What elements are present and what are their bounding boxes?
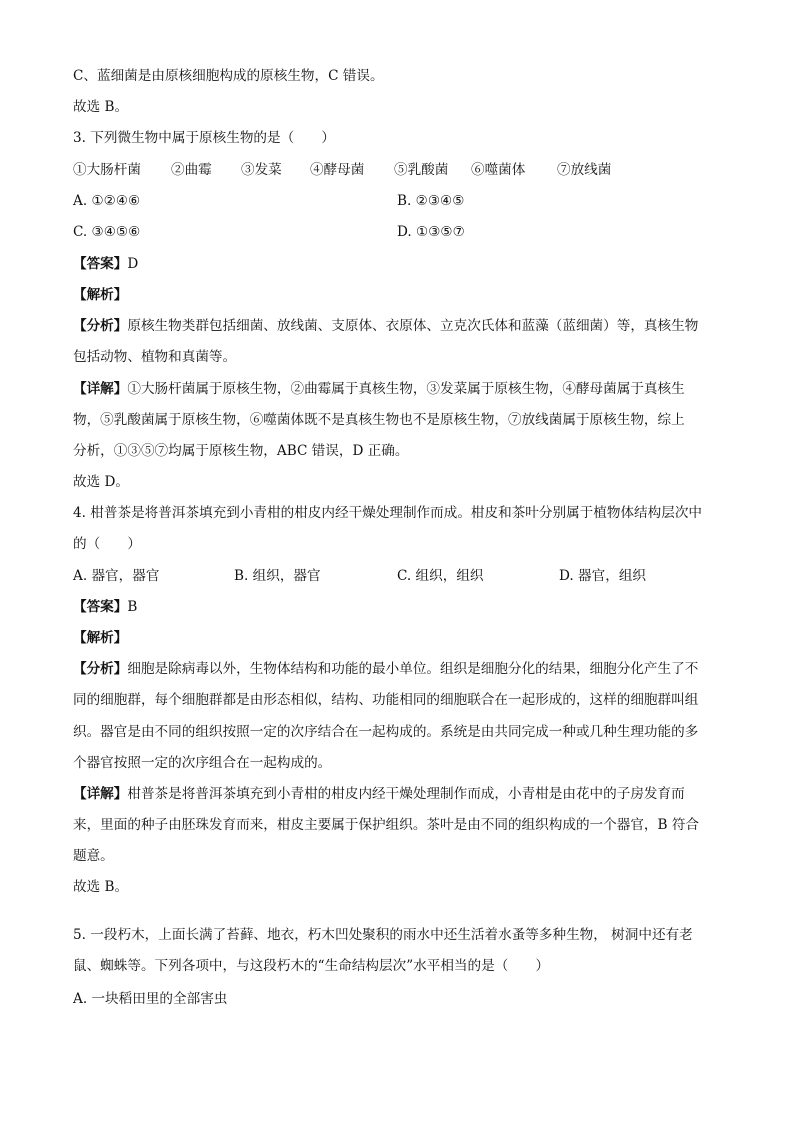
q3-answer: D <box>127 256 139 272</box>
q3-analysis-tag: 【解析】 <box>73 287 128 303</box>
q3-fenxi-text: 原核生物类群包括细菌、放线菌、支原体、衣原体、立克次氏体和蓝藻（蓝细菌）等，真核生物 <box>127 318 699 334</box>
fenxi-tag: 【分析】 <box>73 318 128 334</box>
q4-answer: B <box>127 599 138 615</box>
q4-stem: 的（ ） <box>73 536 141 552</box>
q3-item: ⑤乳酸菌 <box>394 162 449 178</box>
q3-xiangjie-text: 物，⑤乳酸菌属于原核生物，⑥噬菌体既不是真核生物也不是原核生物，⑦放线菌属于原核生物，综上 <box>73 412 685 428</box>
q4-option-b: B. 组织，器官 <box>234 568 321 584</box>
q4-fenxi-line <box>73 659 698 679</box>
q3-option-b: B. ②③④⑤ <box>397 193 465 209</box>
q5-stem: 5. 一段朽木，上面长满了苔藓、地衣，朽木凹处聚积的雨水中还生活着水蚤等多种生物， 树洞中还有老 <box>73 927 693 943</box>
q3-item: ⑦放线菌 <box>557 162 612 178</box>
xiangjie-tag: 【详解】 <box>73 381 128 397</box>
xiangjie-tag: 【详解】 <box>73 786 128 802</box>
q4-xiangjie-text: 柑普茶是将普洱茶填充到小青柑的柑皮内经干燥处理制作而成，小青柑是由花中的子房发育而 <box>127 786 685 802</box>
q4-analysis-tag: 【解析】 <box>73 630 128 646</box>
q3-xiangjie-text: 分析，①③⑤⑦均属于原核生物，ABC 错误，D 正确。 <box>73 443 409 459</box>
q4-fenxi-text: 细胞是除病毒以外，生物体结构和功能的最小单位。组织是细胞分化的结果，细胞分化产生了不 <box>127 661 699 677</box>
q4-xiangjie-line <box>73 784 685 804</box>
q3-item: ③发菜 <box>241 162 282 178</box>
q4-fenxi-text: 织。器官是由不同的组织按照一定的次序结合在一起构成的。系统是由共同完成一种或几种生理功能的多 <box>73 724 699 740</box>
q3-item: ②曲霉 <box>171 162 212 178</box>
q3-answer-line <box>73 254 138 274</box>
q4-conclusion: 故选 B。 <box>73 879 129 895</box>
q4-fenxi-text: 同的细胞群，每个细胞群都是由形态相似，结构、功能相同的细胞联合在一起形成的，这样的细胞群叫组 <box>73 692 699 708</box>
q3-fenxi-text: 包括动物、植物和真菌等。 <box>73 349 237 365</box>
answer-tag: 【答案】 <box>73 599 128 615</box>
q3-option-c: C. ③④⑤⑥ <box>73 224 141 240</box>
q3-option-d: D. ①③⑤⑦ <box>397 224 465 240</box>
q3-stem: 3. 下列微生物中属于原核生物的是（ ） <box>73 130 335 146</box>
q4-option-d: D. 器官，组织 <box>559 568 647 584</box>
q3-item: ⑥噬菌体 <box>471 162 526 178</box>
q3-option-a: A. ①②④⑥ <box>73 193 141 209</box>
q4-xiangjie-text: 题意。 <box>73 848 114 864</box>
q4-answer-line <box>73 597 137 617</box>
q5-option-a: A. 一块稻田里的全部害虫 <box>73 991 228 1007</box>
q4-fenxi-text: 个器官按照一定的次序组合在一起构成的。 <box>73 755 332 771</box>
prev-conclusion: 故选 B。 <box>73 99 129 115</box>
fenxi-tag: 【分析】 <box>73 661 128 677</box>
q3-xiangjie-text: ①大肠杆菌属于原核生物，②曲霉属于真核生物，③发菜属于原核生物，④酵母菌属于真核生 <box>127 381 685 397</box>
q3-conclusion: 故选 D。 <box>73 474 130 490</box>
q3-fenxi-line <box>73 316 698 336</box>
q4-xiangjie-text: 来，里面的种子由胚珠发育而来，柑皮主要属于保护组织。茶叶是由不同的组织构成的一个器官，B 符合 <box>73 817 700 833</box>
q3-item: ④酵母菌 <box>310 162 365 178</box>
q3-item: ①大肠杆菌 <box>73 162 141 178</box>
prev-option-c-explanation: C、蓝细菌是由原核细胞构成的原核生物，C 错误。 <box>73 68 384 84</box>
q3-xiangjie-line <box>73 379 685 399</box>
q4-stem: 4. 柑普茶是将普洱茶填充到小青柑的柑皮内经干燥处理制作而成。柑皮和茶叶分别属于植物体结构层次中 <box>73 505 703 521</box>
answer-tag: 【答案】 <box>73 256 128 272</box>
q4-option-a: A. 器官，器官 <box>73 568 160 584</box>
q5-stem: 鼠、蜘蛛等。下列各项中，与这段朽木的“生命结构层次”水平相当的是（ ） <box>73 958 550 974</box>
q4-option-c: C. 组织，组织 <box>397 568 484 584</box>
